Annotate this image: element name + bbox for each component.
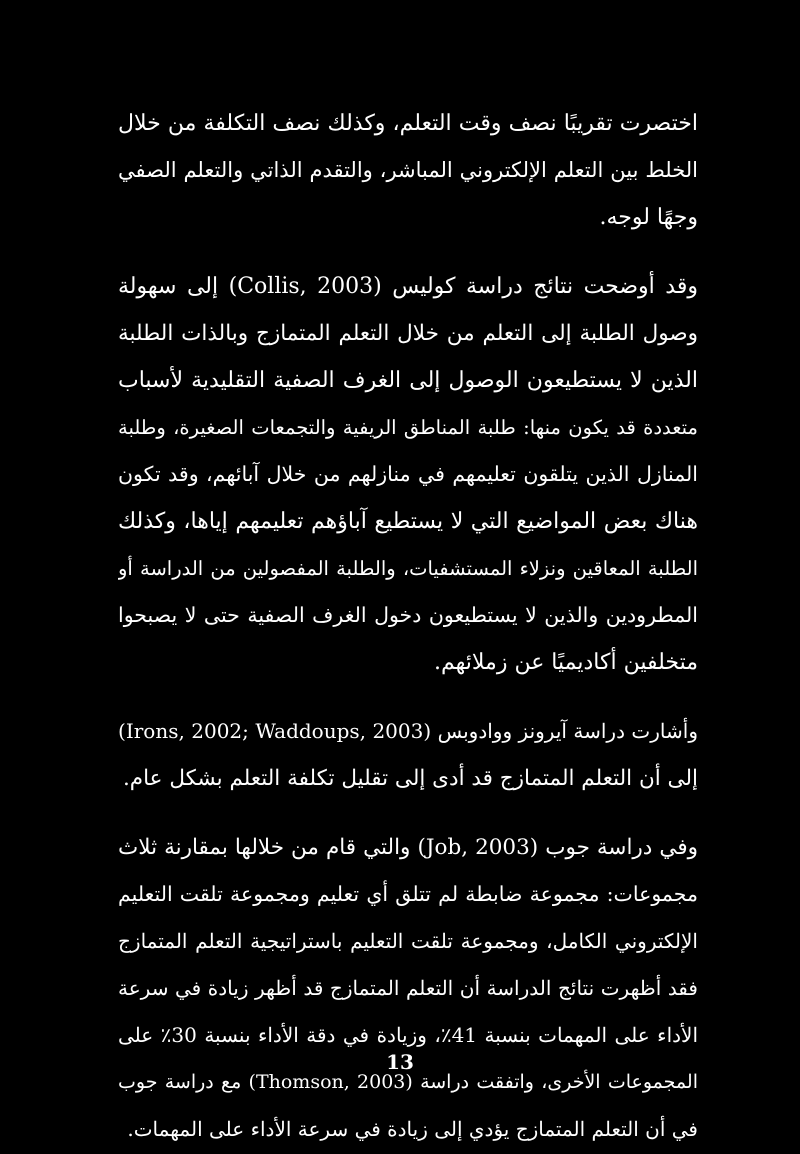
text-line: وجهًا لوجه. <box>599 205 698 230</box>
text-line: الأداء على المهمات بنسبة 41٪، وزيادة في دقة الأداء بنسبة 30٪ على <box>118 1023 698 1047</box>
page-body <box>118 100 698 1153</box>
paragraph-2 <box>118 263 698 686</box>
text-line: وقد أوضحت نتائج دراسة كوليس (Collis, 2003) إلى سهولة <box>118 274 698 299</box>
text-line: المطرودين والذين لا يستطيعون دخول الغرف الصفية حتى لا يصبحوا <box>118 603 698 627</box>
text-line: في أن التعلم المتمازج يؤدي إلى زيادة في سرعة الأداء على المهمات. <box>127 1117 698 1141</box>
text-line: الذين لا يستطيعون الوصول إلى الغرف الصفية التقليدية لأسباب <box>118 368 698 393</box>
text-line: المجموعات الأخرى، واتفقت دراسة (Thomson, 2003) مع دراسة جوب <box>118 1071 698 1093</box>
text-line: وفي دراسة جوب (Job, 2003) والتي قام من خلالها بمقارنة ثلاث <box>118 835 698 860</box>
paragraph-3 <box>118 708 698 802</box>
page-number: 13 <box>386 1050 414 1074</box>
text-line: الخلط بين التعلم الإلكتروني المباشر، والتقدم الذاتي والتعلم الصفي <box>118 158 698 182</box>
text-line: وصول الطلبة إلى التعلم من خلال التعلم المتمازج وبالذات الطلبة <box>118 321 698 346</box>
text-line: الإلكتروني الكامل، ومجموعة تلقت التعليم باستراتيجية التعلم المتمازج <box>118 929 698 953</box>
text-line: مجموعات: مجموعة ضابطة لم تتلق أي تعليم ومجموعة تلقت التعليم <box>118 882 698 906</box>
paragraph-gap <box>118 802 698 824</box>
text-line: متعددة قد يكون منها: طلبة المناطق الريفية والتجمعات الصغيرة، وطلبة <box>118 416 698 439</box>
text-line: إلى أن التعلم المتمازج قد أدى إلى تقليل تكلفة التعلم بشكل عام. <box>122 766 698 791</box>
text-line: المنازل الذين يتلقون تعليمهم في منازلهم من خلال آبائهم، وقد تكون <box>118 462 698 486</box>
paragraph-gap <box>118 241 698 263</box>
text-line: متخلفين أكاديميًا عن زملائهم. <box>434 650 698 675</box>
paragraph-gap <box>118 686 698 708</box>
paragraph-4 <box>118 824 698 1153</box>
text-line: فقد أظهرت نتائج الدراسة أن التعلم المتمازج قد أظهر زيادة في سرعة <box>118 976 698 1000</box>
text-line: هناك بعض المواضيع التي لا يستطيع آباؤهم تعليمهم إياها، وكذلك <box>118 509 698 534</box>
text-line: اختصرت تقريبًا نصف وقت التعلم، وكذلك نصف التكلفة من خلال <box>118 111 698 136</box>
text-line: وأشارت دراسة آيرونز ووادوبس (Irons, 2002; Waddoups, 2003) <box>118 719 698 743</box>
text-line: الطلبة المعاقين ونزلاء المستشفيات، والطلبة المفصولين من الدراسة أو <box>118 557 698 580</box>
paragraph-1 <box>118 100 698 241</box>
